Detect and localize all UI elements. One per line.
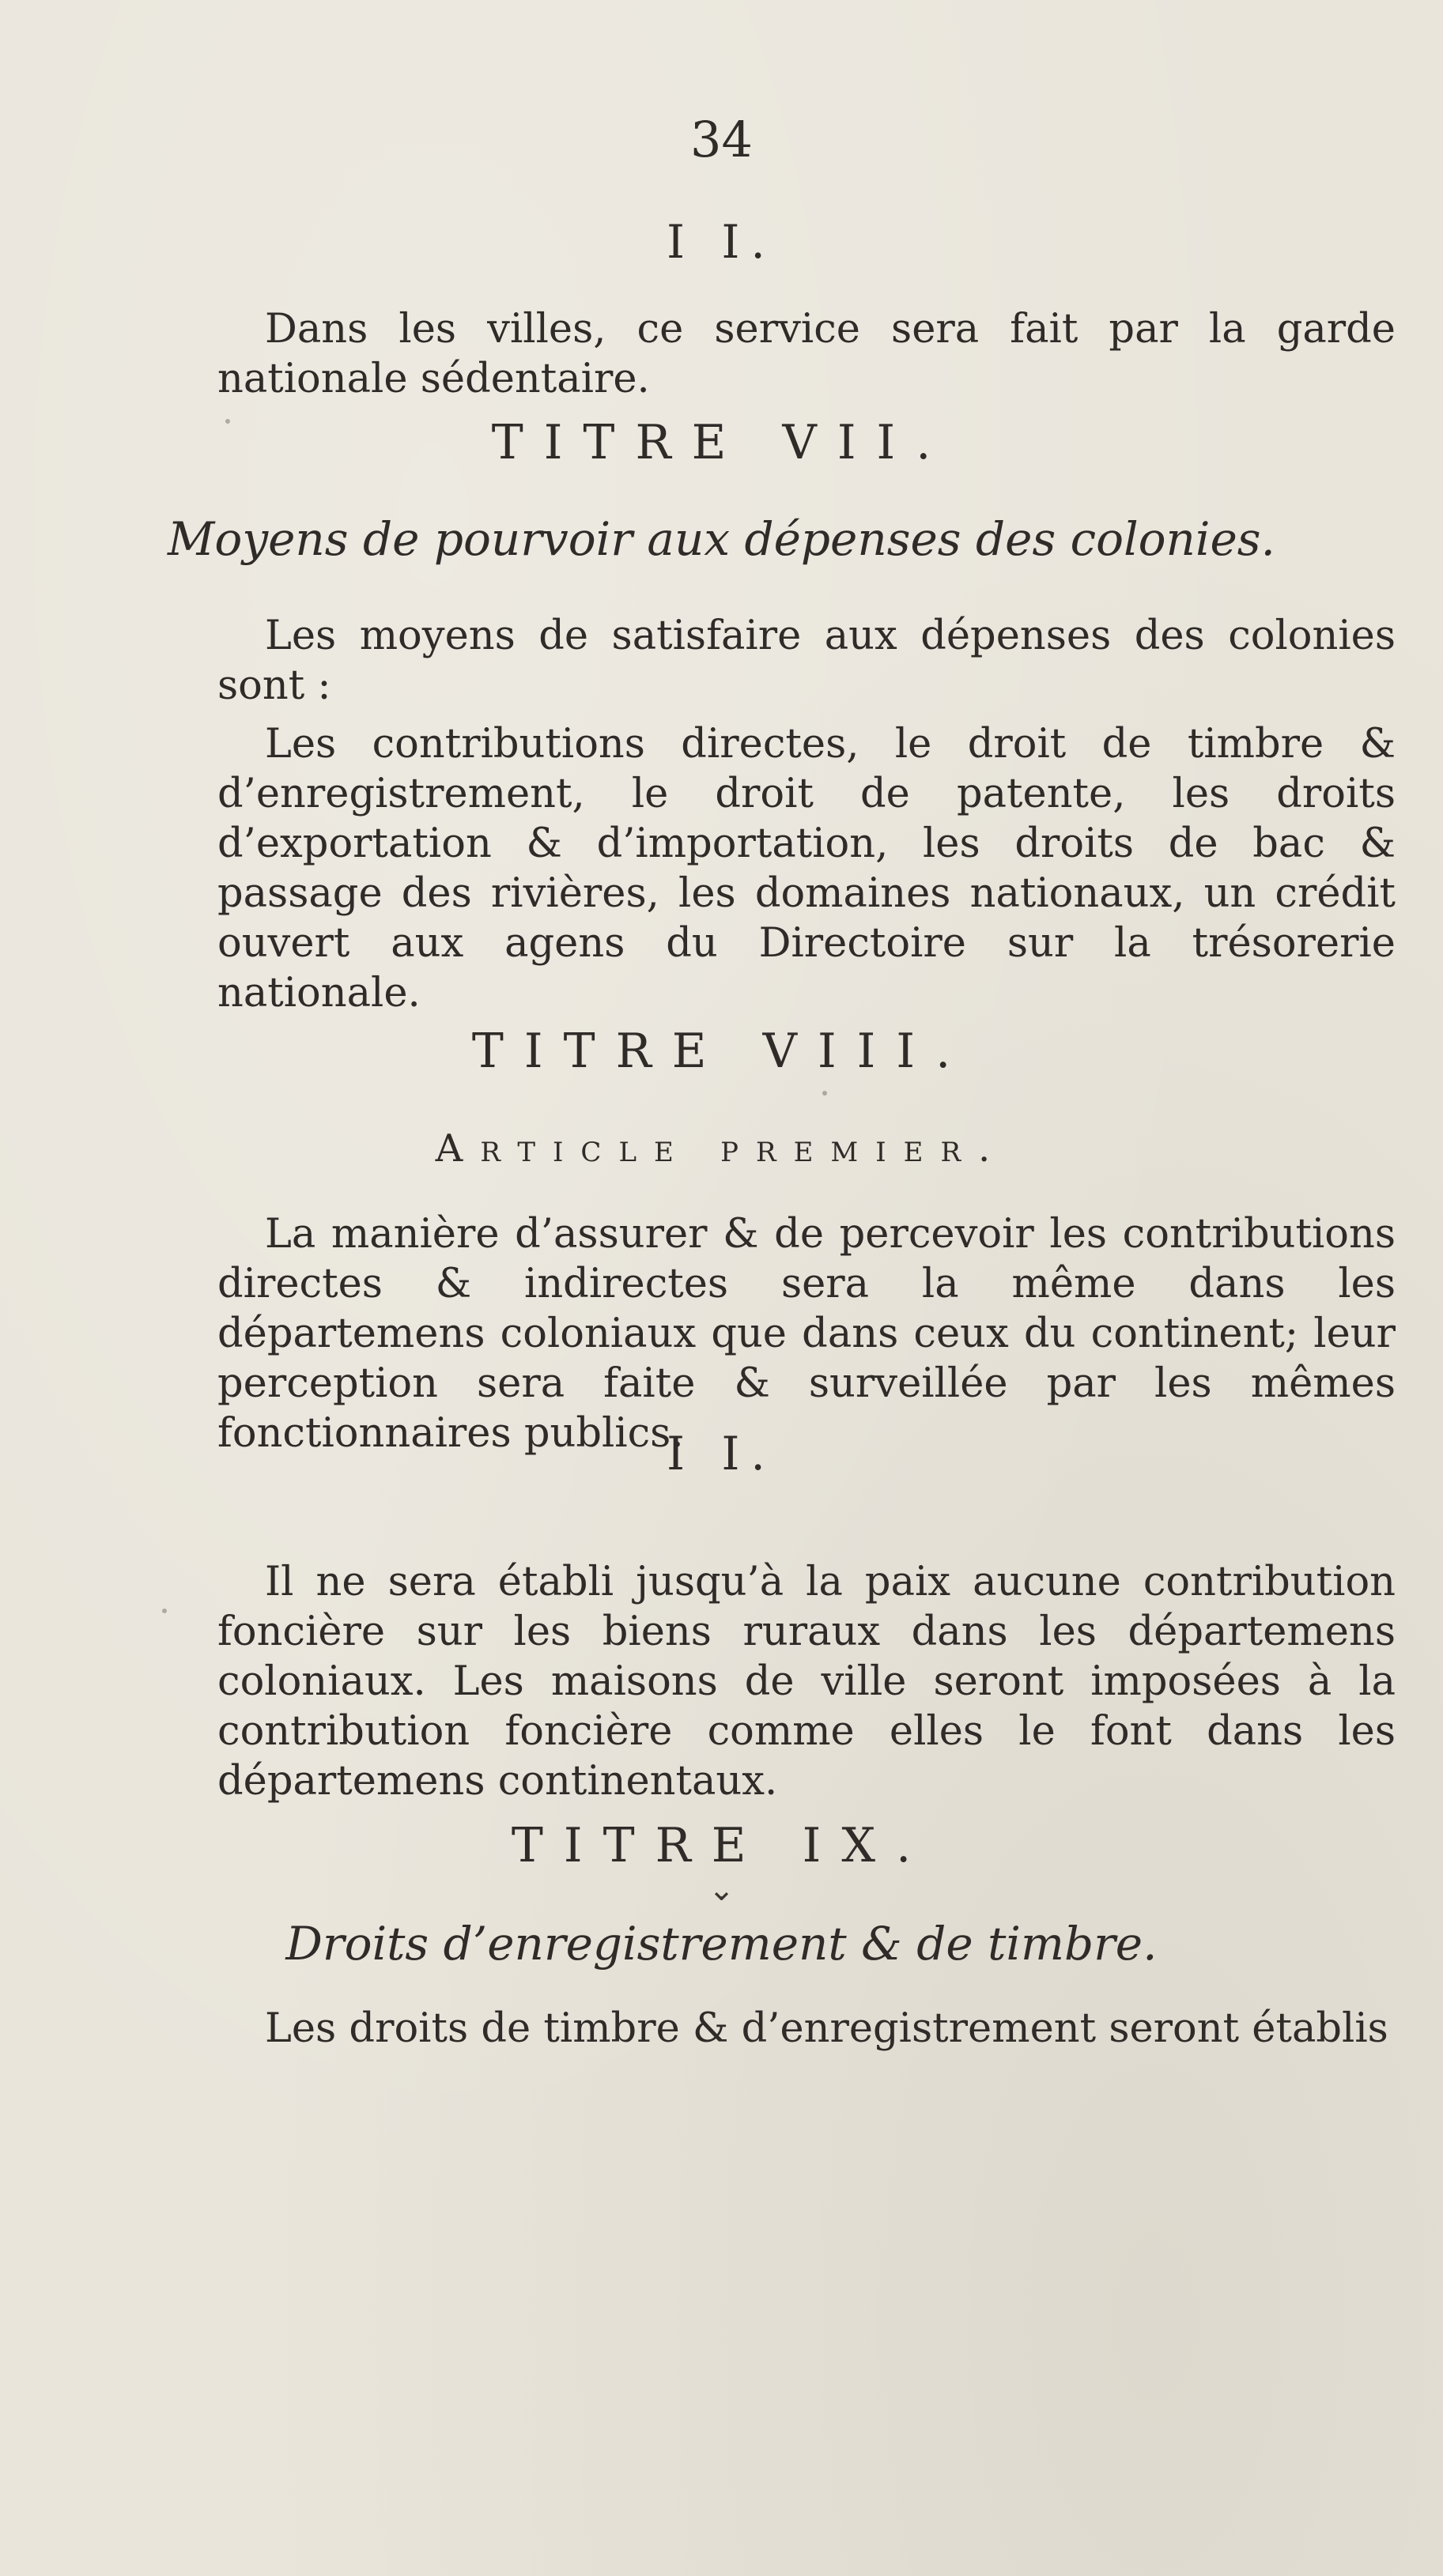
section-2-number: I I. [667, 215, 776, 269]
paper-speck [225, 419, 230, 424]
paper-speck [162, 1609, 167, 1613]
titre-7-paragraph-2: Les contributions directes, le droit de timbre & d’enregistrement, le droit de patente, les droits d’exportation & d’importation, les droits de bac & passage des rivières, les domaines nationaux, un crédit ouvert aux agens du Directoire sur la trésorerie nationale. [217, 721, 1396, 1016]
titre-9-subtitle: Droits d’enregistrement & de timbre. [285, 1917, 1158, 1971]
titre-8-article-heading: Article premier. [435, 1126, 1008, 1171]
titre-8-section-2-text: Il ne sera établi jusqu’à la paix aucune contribution foncière sur les biens ruraux dans les départemens coloniaux. Les maisons de ville seront imposées à la contribution foncière comme elles le font dans les départemens continentaux. [217, 1559, 1396, 1805]
page-number: 34 [690, 111, 753, 168]
titre-9-paragraph-1: Les droits de timbre & d’enregistrement seront établis [265, 2005, 1388, 2052]
paper-speck [822, 1091, 827, 1096]
titre-7-heading: TITRE VII. [491, 415, 952, 470]
titre-9-heading: TITRE IX. [511, 1818, 932, 1873]
titre-8-section-2-number: I I. [667, 1427, 776, 1480]
titre-7-subtitle: Moyens de pourvoir aux dépenses des colonies. [168, 512, 1275, 566]
titre-8-heading: TITRE VIII. [471, 1024, 972, 1079]
section-2-text: Dans les villes, ce service sera fait par la garde nationale sédentaire. [217, 306, 1396, 402]
titre-7-paragraph-1: Les moyens de satisfaire aux dépenses des colonies sont : [217, 613, 1396, 709]
titre-8-paragraph-1: La manière d’assurer & de percevoir les contributions directes & indirectes sera la même dans les départemens coloniaux que dans ceux du continent; leur perception sera faite & surveillée par les mêmes fonctionnaires publics. [217, 1211, 1396, 1457]
ornament-icon: ⌄ [708, 1872, 735, 1908]
